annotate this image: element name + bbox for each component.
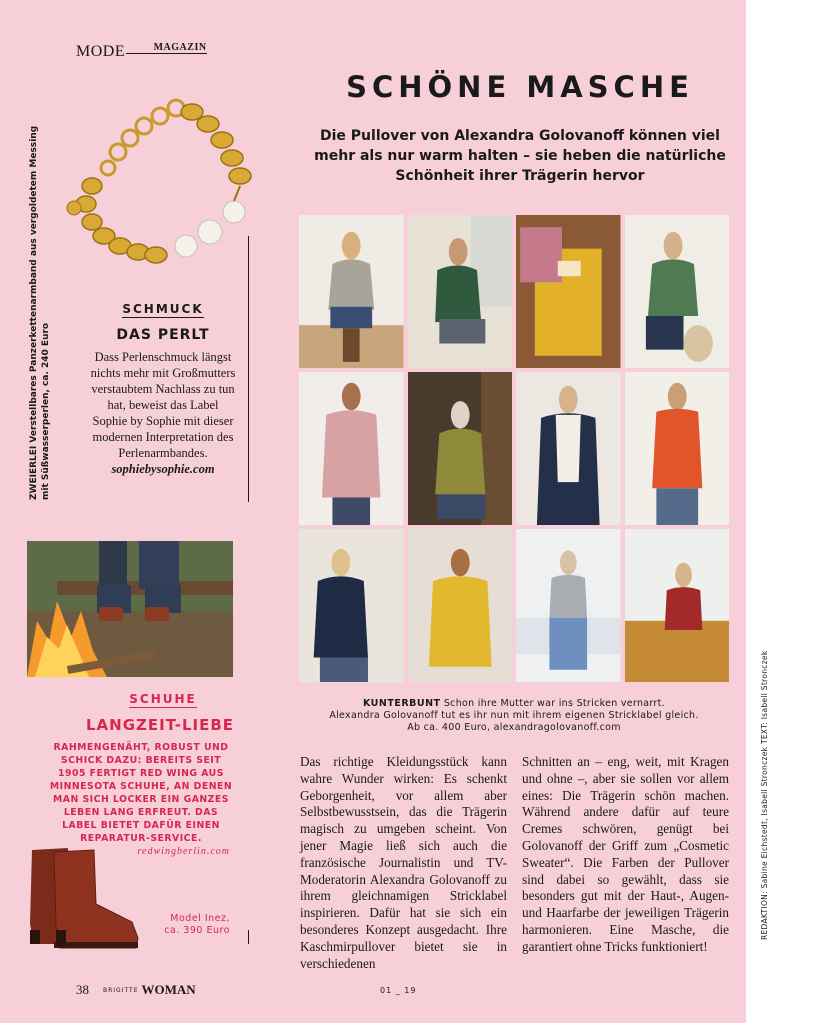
jewelry-kicker: [98, 302, 228, 316]
grid-caption: [299, 698, 729, 734]
shoes-link[interactable]: redwingberlin.com: [137, 846, 230, 857]
grid-caption-line3: Ab ca. 400 Euro, alexandragolovanoff.com: [407, 722, 621, 733]
photo-orange-turtleneck: [625, 372, 730, 525]
issue-number: 01 _ 19: [380, 986, 417, 995]
jewelry-kicker-text: SCHMUCK: [122, 302, 204, 316]
grid-caption-line1: Schon ihre Mutter war ins Stricken vernarrt.: [443, 698, 665, 709]
shoes-heading: LANGZEIT-LIEBE: [85, 716, 235, 734]
photo-red-sweater-sofa: [625, 529, 730, 682]
photo-grey-sweater-bed: [516, 529, 621, 682]
photo-cream-navy-turtleneck: [516, 372, 621, 525]
article-title: SCHÖNE MASCHE: [346, 70, 694, 104]
jewelry-body: [90, 349, 236, 477]
article-subtitle: Die Pullover von Alexandra Golovanoff können viel mehr als nur warm halten – sie heben die natürliche Schönheit ihrer Trägerin hervor: [314, 128, 726, 184]
sweater-photo-grid: [299, 215, 729, 682]
boot-image: [24, 844, 142, 952]
grid-caption-bold: KUNTERBUNT: [362, 698, 441, 709]
shoes-body: [46, 741, 236, 858]
brand-small: BRIGITTE: [103, 987, 139, 994]
jewelry-body-text: Dass Perlenschmuck längst nichts mehr mit Großmutters verstaubtem Nachlass zu tun hat, beweist das Label Sophie by Sophie mit dieser modernen Interpretation des Perlenarmbandes.: [90, 350, 236, 460]
magazine-label: MAGAZIN: [126, 42, 207, 54]
shoes-kicker: [90, 692, 236, 706]
photo-pink-sweater: [299, 372, 404, 525]
caption-text: Verstellbares Panzerkettenarmband aus vergoldetem Messing mit Süßwasserperlen, ca. 240 Euro: [29, 125, 51, 500]
photo-yellow-sweater: [408, 529, 513, 682]
section-name: MODE: [76, 43, 126, 60]
photo-olive-sweater-armchair: [408, 372, 513, 525]
editorial-credit: REDAKTION: Sabine Eichstedt, Isabell Stronczek TEXT: Isabell Stronczek: [760, 650, 769, 940]
model-name: Model Inez,: [170, 913, 230, 924]
photo-green-sweater-dog: [625, 215, 730, 368]
campfire-illustration: [27, 541, 233, 677]
shoe-model-caption: [150, 913, 230, 937]
jewelry-link[interactable]: sophiebysophie.com: [111, 462, 215, 476]
article-column-2: Schnitten an – eng, weit, mit Kragen und ohne –, aber sie sollen vor allem eines: Die Trägerin schön machen. Während andere dafür auf teure Cremes schwören, genügt bei Golovanoff der Griff zum „Cosmetic Sweater“. Die Farben der Pullover sind dabei so gewählt, dass sie besonders gut mit der Haut-, Augen- und Haarfarbe der jeweiligen Trägerin harmonieren. Eine Masche, die garantiert ohne Tricks funktioniert!: [522, 754, 729, 954]
grid-caption-line2: Alexandra Golovanoff tut es ihr nun mit ihrem eigenen Stricklabel gleich.: [329, 710, 699, 721]
bracelet-vertical-caption: [28, 120, 52, 500]
photo-navy-cardigan: [299, 529, 404, 682]
shoes-kicker-text: SCHUHE: [129, 692, 197, 706]
divider-vertical: [248, 236, 249, 502]
model-price: ca. 390 Euro: [164, 925, 230, 936]
brand-name: WOMAN: [141, 982, 196, 997]
photo-yellow-pink-knits: [516, 215, 621, 368]
section-label: [76, 42, 207, 61]
page-number: 38: [76, 982, 89, 997]
photo-grey-sweater-stool: [299, 215, 404, 368]
brand-logo: [103, 982, 196, 998]
photo-green-sweater-man: [408, 215, 513, 368]
caption-bold: ZWEIERLEI: [29, 445, 39, 500]
jewelry-heading: DAS PERLT: [116, 327, 210, 343]
shoes-body-text: RAHMENGENÄHT, ROBUST UND SCHICK DAZU: BEREITS SEIT 1905 FERTIGT RED WING AUS MINNESOTA SCHUHE, AN DENEN MAN SICH LOCKER EIN GANZES LEBEN LANG ERFREUT. DAS LABEL BIETET DAFÜR EINEN REPARATUR-SERVICE.: [49, 742, 233, 844]
article-column-1: Das richtige Kleidungsstück kann wahre Wunder wirken: Es schenkt Geborgenheit, vor allem aber Selbstbewusstsein, das die Trägerin magisch zu umgeben scheint. Von jener Magie ließ sich auch die französische Journalistin und TV-Moderatorin Alexandra Golovanoff zu ihrem gleichnamigen Stricklabel inspirieren. Dafür hat sie sich ein besonderes Konzept ausgedacht. Ihre Kaschmirpullover bietet sie in verschiedenen: [300, 754, 507, 971]
bracelet-image: [58, 90, 258, 280]
divider-vertical-small: [248, 930, 249, 944]
campfire-photo: [27, 541, 233, 677]
